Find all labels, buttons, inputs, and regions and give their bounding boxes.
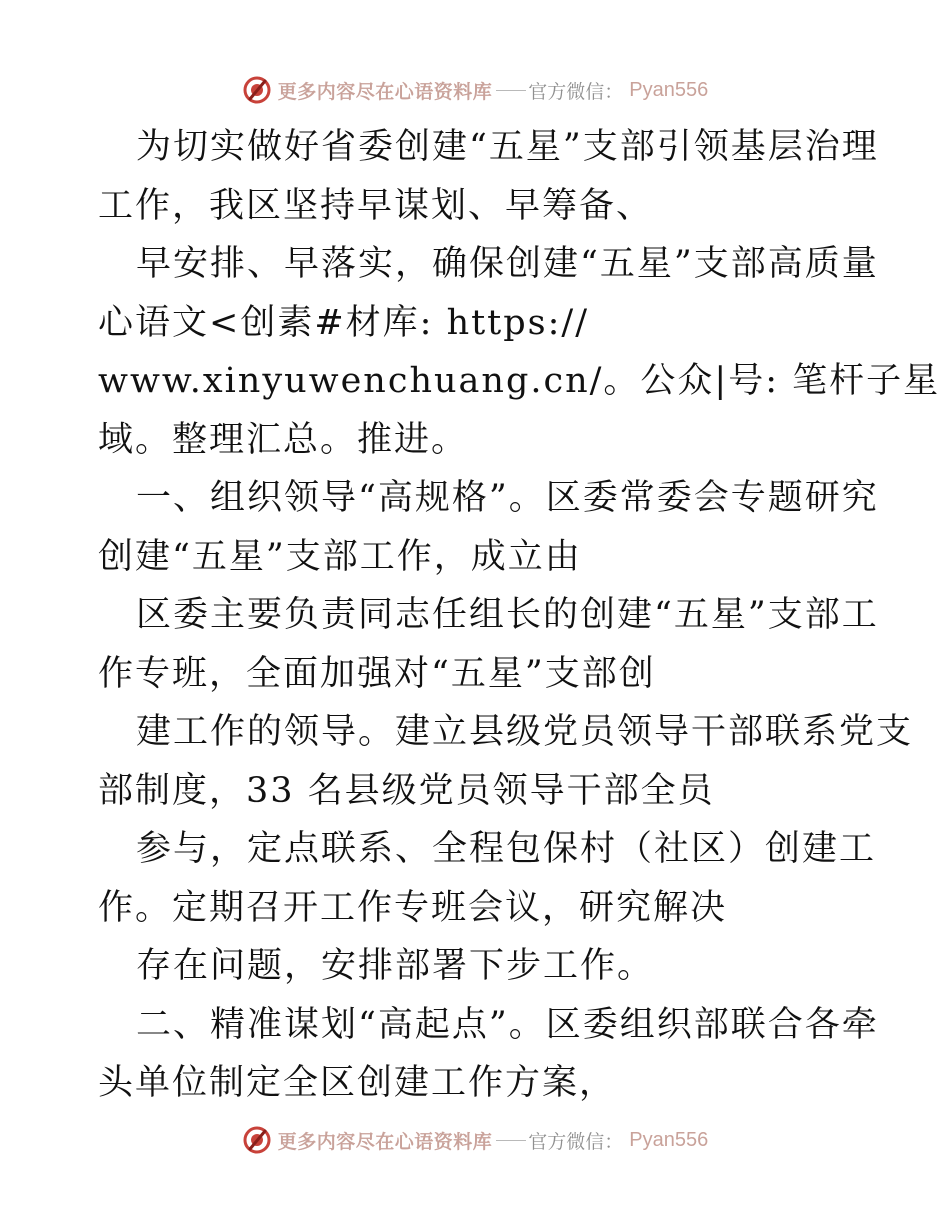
text-line: www.xinyuwenchuang.cn/。公众|号: 笔杆子星 (98, 361, 941, 401)
header-watermark-banner (0, 72, 950, 108)
text-line: 作专班，全面加强对“五星”支部创 (98, 653, 656, 694)
banner-brand-text: 更多内容尽在心语资料库 (277, 80, 493, 103)
banner-dash-separator (496, 90, 526, 91)
text-line: 头单位制定全区创建工作方案， (98, 1063, 617, 1103)
footer-watermark-banner (0, 1122, 950, 1158)
text-line: 域。整理汇总。推进。 (98, 419, 469, 460)
banner-official-label: 官方微信 (528, 1130, 605, 1153)
banner-wechat-handle: Pyan556 (629, 1128, 709, 1151)
banner-brand-text: 更多内容尽在心语资料库 (277, 1130, 493, 1153)
pen-logo-icon (242, 75, 272, 105)
text-line: 部制度，33 名县级党员领导干部全员 (98, 770, 715, 811)
text-line: 为切实做好省委创建“五星”支部引领基层治理 (136, 127, 879, 167)
banner-dash-separator (496, 1140, 526, 1141)
text-line: 建工作的领导。建立县级党员领导干部联系党支 (136, 712, 914, 752)
banner-colon: ： (604, 1130, 624, 1153)
document-body (98, 118, 941, 1113)
text-line: 工作，我区坚持早谋划、早筹备、 (98, 185, 654, 226)
text-line: 参与，定点联系、全程包保村（社区）创建工 (136, 829, 877, 869)
text-line: 二、精准谋划“高起点”。区委组织部联合各牵 (136, 1004, 879, 1045)
banner-wechat-handle: Pyan556 (629, 78, 709, 101)
pen-logo-icon (242, 1125, 272, 1155)
text-line: 区委主要负责同志任组长的创建“五星”支部工 (136, 595, 879, 635)
text-line: 一、组织领导“高规格”。区委常委会专题研究 (136, 478, 879, 518)
text-line: 早安排、早落实，确保创建“五星”支部高质量 (136, 244, 879, 284)
banner-official-label: 官方微信 (528, 80, 605, 103)
banner-colon: ： (604, 80, 624, 103)
text-line: 存在问题，安排部署下步工作。 (136, 946, 655, 986)
text-line: 作。定期召开工作专班会议，研究解决 (98, 887, 728, 928)
text-line: 创建“五星”支部工作，成立由 (98, 536, 582, 577)
text-line: 心语文<创素#材库: https:// (98, 302, 589, 343)
